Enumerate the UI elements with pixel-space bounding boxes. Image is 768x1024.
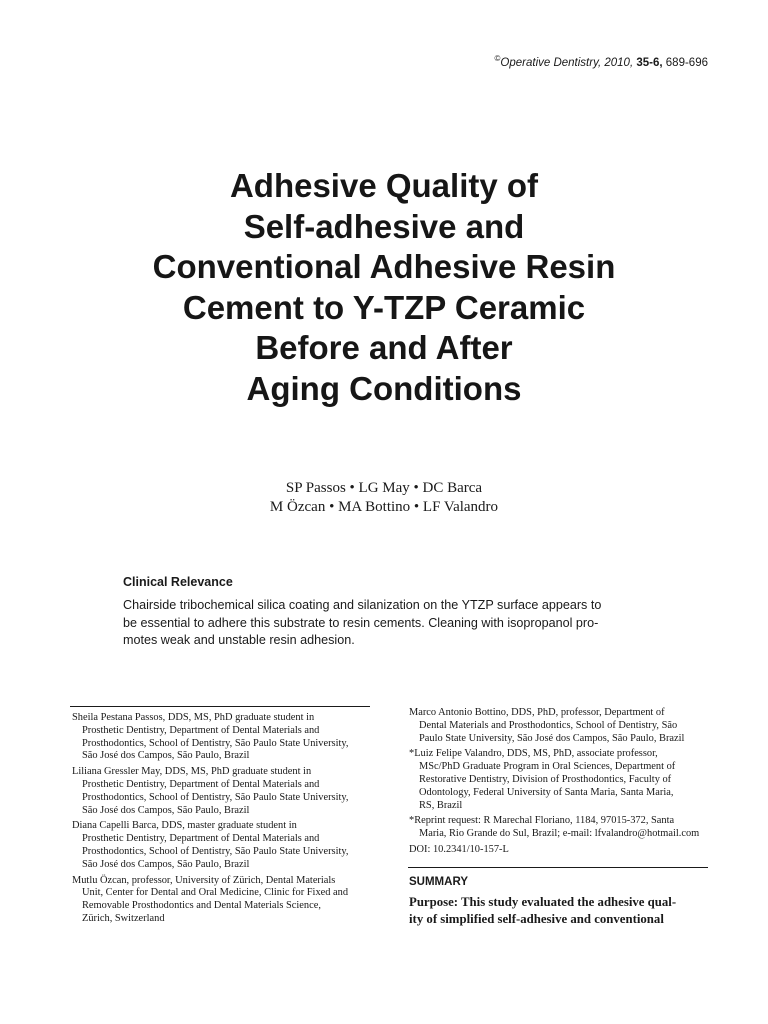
author-list	[84, 479, 684, 516]
author-line: SP Passos • LG May • DC Barca	[285, 480, 483, 496]
affiliations-left	[72, 712, 348, 929]
affiliation-line: São José dos Campos, São Paulo, Brazil	[82, 804, 250, 816]
left-column-rule	[70, 706, 370, 707]
summary-heading: SUMMARY	[409, 876, 468, 888]
affiliation-line: Mutlu Özcan, professor, University of Zürich, Dental Materials	[72, 874, 336, 886]
affiliation-line: Prosthetic Dentistry, Department of Dental Materials and	[82, 778, 320, 790]
affiliation-may	[72, 766, 348, 817]
affiliation-line: Prosthodontics, School of Dentistry, São Paulo State University,	[82, 845, 349, 857]
affiliation-line: Paulo State University, São José dos Campos, São Paulo, Brazil	[419, 732, 685, 744]
summary-line: ity of simplified self-adhesive and conventional	[409, 911, 664, 926]
affiliation-line: São José dos Campos, São Paulo, Brazil	[82, 750, 250, 762]
clinical-relevance-heading: Clinical Relevance	[123, 575, 233, 589]
affiliation-line: Restorative Dentistry, Division of Prosthodontics, Faculty of	[419, 773, 672, 785]
title-line: Before and After	[255, 329, 513, 366]
journal-citation	[495, 54, 709, 69]
summary-text	[409, 894, 709, 927]
affiliation-line: *Luiz Felipe Valandro, DDS, MS, PhD, associate professor,	[409, 748, 658, 760]
affiliation-line: Prosthodontics, School of Dentistry, São Paulo State University,	[82, 791, 349, 803]
doi-block	[409, 844, 699, 857]
affiliation-bottino	[409, 707, 699, 745]
journal-name: Operative Dentistry, 2010,	[500, 56, 634, 69]
affiliation-line: Dental Materials and Prosthodontics, School of Dentistry, São	[419, 719, 678, 731]
affiliation-line: São José dos Campos, São Paulo, Brazil	[82, 858, 250, 870]
affiliations-right	[409, 707, 699, 860]
journal-volume: 35-6,	[636, 56, 663, 69]
title-line: Aging Conditions	[246, 369, 522, 407]
affiliation-line: Odontology, Federal University of Santa Maria, Santa Maria,	[419, 786, 674, 798]
affiliation-line: Sheila Pestana Passos, DDS, MS, PhD graduate student in	[72, 712, 315, 723]
relevance-line: Chairside tribochemical silica coating and silanization on the YTZP surface appears to	[123, 598, 602, 612]
affiliation-line: Prosthodontics, School of Dentistry, São Paulo State University,	[82, 737, 349, 749]
affiliation-line: Unit, Center for Dental and Oral Medicine, Clinic for Fixed and	[82, 887, 349, 899]
title-line: Cement to Y-TZP Ceramic	[182, 288, 586, 326]
affiliation-line: MSc/PhD Graduate Program in Oral Sciences, Department of	[419, 761, 676, 773]
affiliation-line: RS, Brazil	[419, 799, 463, 811]
title-line: Conventional Adhesive Resin	[152, 248, 616, 285]
summary-line: Purpose: This study evaluated the adhesive qual-	[409, 895, 677, 909]
affiliation-line: Prosthetic Dentistry, Department of Dental Materials and	[82, 833, 320, 845]
affiliation-line: *Reprint request: R Marechal Floriano, 1184, 97015-372, Santa	[409, 815, 675, 827]
doi: DOI: 10.2341/10-157-L	[409, 843, 509, 855]
affiliation-ozcan	[72, 875, 348, 926]
affiliation-line: Removable Prosthodontics and Dental Materials Science,	[82, 900, 321, 912]
clinical-relevance-text	[123, 597, 663, 650]
title-line: Adhesive Quality of	[229, 167, 539, 204]
affiliation-valandro	[409, 748, 699, 812]
right-column-rule	[408, 867, 708, 868]
affiliation-line: Prosthetic Dentistry, Department of Dental Materials and	[82, 724, 320, 736]
reprint-request	[409, 815, 699, 841]
copyright-symbol: ©	[494, 54, 501, 63]
journal-pages: 689-696	[665, 56, 708, 69]
affiliation-passos	[72, 712, 348, 763]
affiliation-line: Diana Capelli Barca, DDS, master graduate student in	[72, 820, 297, 832]
author-line: M Özcan • MA Bottino • LF Valandro	[269, 498, 499, 515]
affiliation-line: Zürich, Switzerland	[82, 912, 165, 924]
title-line: Self-adhesive and	[243, 207, 525, 245]
affiliation-line: Liliana Gressler May, DDS, MS, PhD graduate student in	[72, 766, 312, 778]
affiliation-line: Marco Antonio Bottino, DDS, PhD, professor, Department of	[409, 707, 665, 718]
affiliation-line: Maria, Rio Grande do Sul, Brazil; e-mail: lfvalandro@hotmail.com	[419, 828, 700, 840]
article-title	[84, 166, 684, 409]
affiliation-barca	[72, 820, 348, 871]
relevance-line: motes weak and unstable resin adhesion.	[123, 633, 355, 648]
relevance-line: be essential to adhere this substrate to resin cements. Cleaning with isopropanol pro-	[123, 615, 599, 630]
